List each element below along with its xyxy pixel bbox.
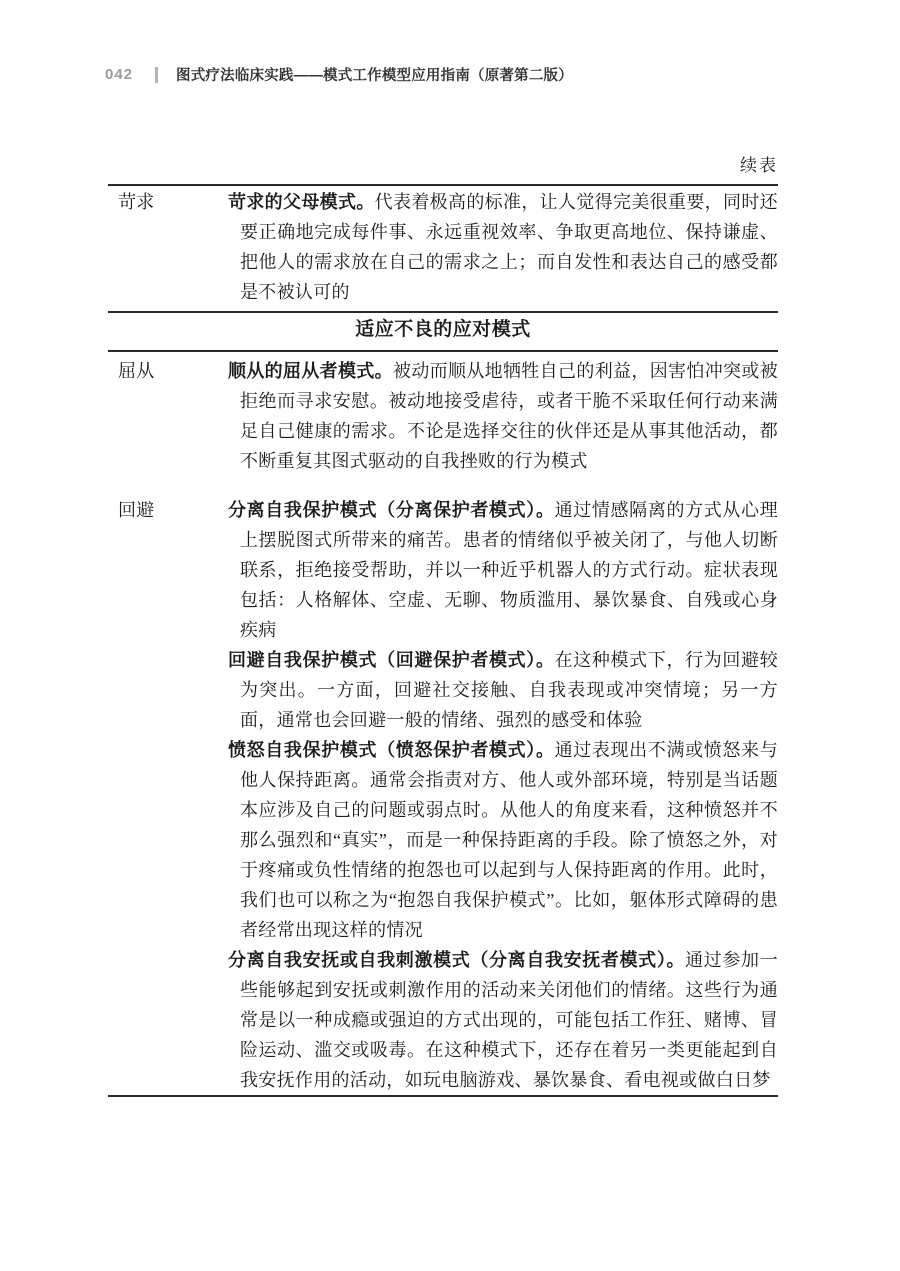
mode-name: 愤怒自我保护模式（愤怒保护者模式）。 bbox=[228, 740, 555, 760]
mode-paragraph bbox=[228, 945, 778, 1095]
row-content bbox=[228, 356, 778, 476]
mode-paragraph bbox=[228, 495, 778, 645]
row-content bbox=[228, 495, 778, 1095]
mode-name: 分离自我安抚或自我刺激模式（分离自我安抚者模式）。 bbox=[228, 950, 686, 970]
running-head bbox=[105, 64, 573, 85]
row-label: 屈从 bbox=[118, 361, 155, 381]
mode-description: 代表着极高的标准，让人觉得完美很重要，同时还要正确地完成每件事、永远重视效率、争取更高地位、保持谦虚、把他人的需求放在自己的需求之上；而自发性和表达自己的感受都是不被认可的 bbox=[240, 192, 778, 302]
mode-description: 通过参加一些能够起到安抚或刺激作用的活动来关闭他们的情绪。这些行为通常是以一种成瘾或强迫的方式出现的，可能包括工作狂、赌博、冒险运动、滥交或吸毒。在这种模式下，还存在着另一类更能起到自我安抚作用的活动，如玩电脑游戏、暴饮暴食、看电视或做白日梦 bbox=[240, 950, 779, 1090]
mode-description: 通过情感隔离的方式从心理上摆脱图式所带来的痛苦。患者的情绪似乎被关闭了，与他人切断联系，拒绝接受帮助，并以一种近乎机器人的方式行动。症状表现包括：人格解体、空虚、无聊、物质滥用、暴饮暴食、自残或心身疾病 bbox=[240, 500, 778, 640]
table-row bbox=[108, 352, 778, 476]
mode-paragraph bbox=[228, 735, 778, 945]
row-label: 回避 bbox=[118, 500, 155, 520]
modes-table bbox=[108, 184, 778, 1097]
mode-name: 分离自我保护模式（分离保护者模式）。 bbox=[228, 500, 555, 520]
mode-name: 回避自我保护模式（回避保护者模式）。 bbox=[228, 650, 555, 670]
row-content bbox=[228, 187, 778, 307]
mode-description: 被动而顺从地牺牲自己的利益，因害怕冲突或被拒绝而寻求安慰。被动地接受虐待，或者干脆不采取任何行动来满足自己健康的需求。不论是选择交往的伙伴还是从事其他活动，都不断重复其图式驱动的自我挫败的行为模式 bbox=[240, 361, 778, 471]
mode-name: 顺从的屈从者模式。 bbox=[228, 361, 394, 381]
mode-name: 苛求的父母模式。 bbox=[228, 192, 375, 212]
table-row bbox=[108, 186, 778, 311]
mode-description: 通过表现出不满或愤怒来与他人保持距离。通常会指责对方、他人或外部环境，特别是当话题本应涉及自己的问题或弱点时。从他人的角度来看，这种愤怒并不那么强烈和“真实”，而是一种保持距离的手段。除了愤怒之外，对于疼痛或负性情绪的抱怨也可以起到与人保持距离的作用。此时，我们也可以称之为“抱怨自我保护模式”。比如，躯体形式障碍的患者经常出现这样的情况 bbox=[240, 740, 778, 940]
table-row bbox=[108, 495, 778, 1095]
mode-description: 在这种模式下，行为回避较为突出。一方面，回避社交接触、自我表现或冲突情境；另一方面，通常也会回避一般的情绪、强烈的感受和体验 bbox=[240, 650, 778, 730]
mode-paragraph bbox=[228, 356, 778, 476]
page-number: 042 bbox=[105, 66, 134, 83]
book-title: 图式疗法临床实践——模式工作模型应用指南（原著第二版） bbox=[176, 68, 573, 84]
row-label: 苛求 bbox=[118, 192, 155, 212]
header-divider bbox=[155, 67, 158, 83]
table-section-header: 适应不良的应对模式 bbox=[355, 319, 531, 340]
mode-paragraph bbox=[228, 187, 778, 307]
table-continuation-label: 续表 bbox=[740, 156, 778, 175]
mode-paragraph bbox=[228, 645, 778, 735]
